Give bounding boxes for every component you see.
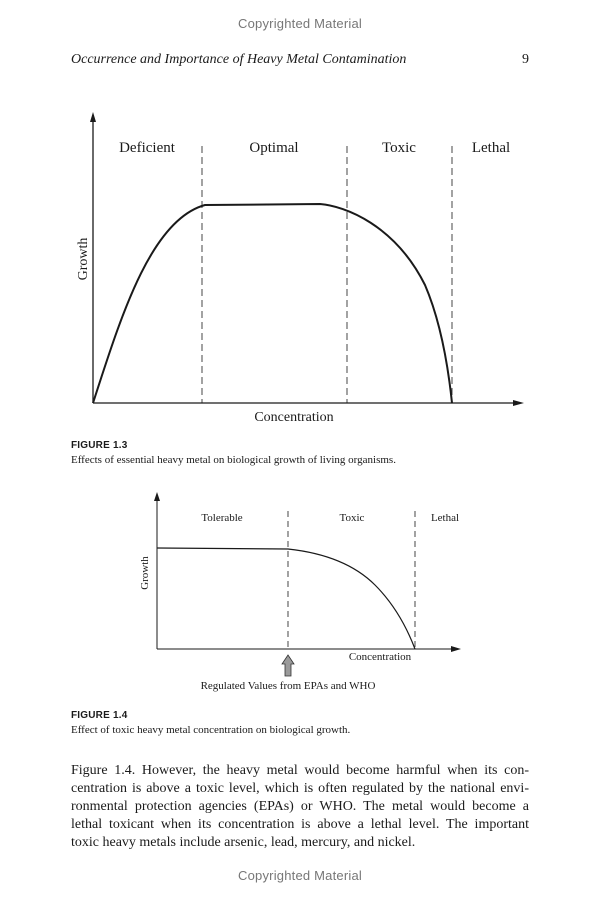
figure-1-4-label: FIGURE 1.4 [71,710,128,721]
fig13-zone-optimal: Optimal [249,140,299,156]
fig14-zone-lethal: Lethal [430,512,460,524]
fig14-growth-curve [157,548,415,649]
fig13-growth-curve [93,204,452,403]
fig14-zone-toxic: Toxic [339,512,365,524]
fig14-x-axis-arrowhead [451,646,461,652]
fig13-y-axis-arrowhead [90,112,96,122]
fig14-regulated-value-arrow [282,655,294,676]
fig13-ylabel: Growth [76,237,91,281]
page-number: 9 [522,52,529,67]
fig14-zone-tolerable: Tolerable [201,512,243,524]
body-paragraph [71,762,529,852]
fig13-zone-deficient: Deficient [119,140,175,156]
fig13-x-axis-arrowhead [513,400,524,406]
body-line: Figure 1.4. However, the heavy metal would become harmful when its con- [71,763,529,778]
figure-1-3-chart [0,100,600,430]
figure-1-3-label: FIGURE 1.3 [71,440,128,451]
copyright-watermark-top: Copyrighted Material [238,16,362,31]
copyright-watermark-bottom: Copyrighted Material [238,868,362,883]
figure-1-3-caption: Effects of essential heavy metal on biological growth of living organisms. [71,454,396,466]
fig13-zone-lethal: Lethal [471,140,511,156]
fig13-zone-toxic: Toxic [382,140,416,156]
body-line: centration is above a toxic level, which is often regulated by the national envi- [71,781,529,796]
body-line: toxic heavy metals include arsenic, lead, mercury, and nickel. [71,835,416,850]
fig14-y-axis-arrowhead [154,492,160,501]
body-line: ronmental protection agencies (EPAs) or WHO. The metal would become a [71,799,529,814]
figure-1-4-chart [0,485,600,700]
fig13-xlabel: Concentration [254,410,334,425]
body-line: lethal toxicant when its concentration is above a lethal level. The important [71,817,529,832]
figure-1-4-caption: Effect of toxic heavy metal concentration on biological growth. [71,724,351,736]
fig14-arrow-annotation: Regulated Values from EPAs and WHO [200,680,376,692]
running-title: Occurrence and Importance of Heavy Metal Contamination [71,52,407,67]
fig14-ylabel: Growth [139,556,151,590]
fig14-xlabel: Concentration [348,651,412,663]
